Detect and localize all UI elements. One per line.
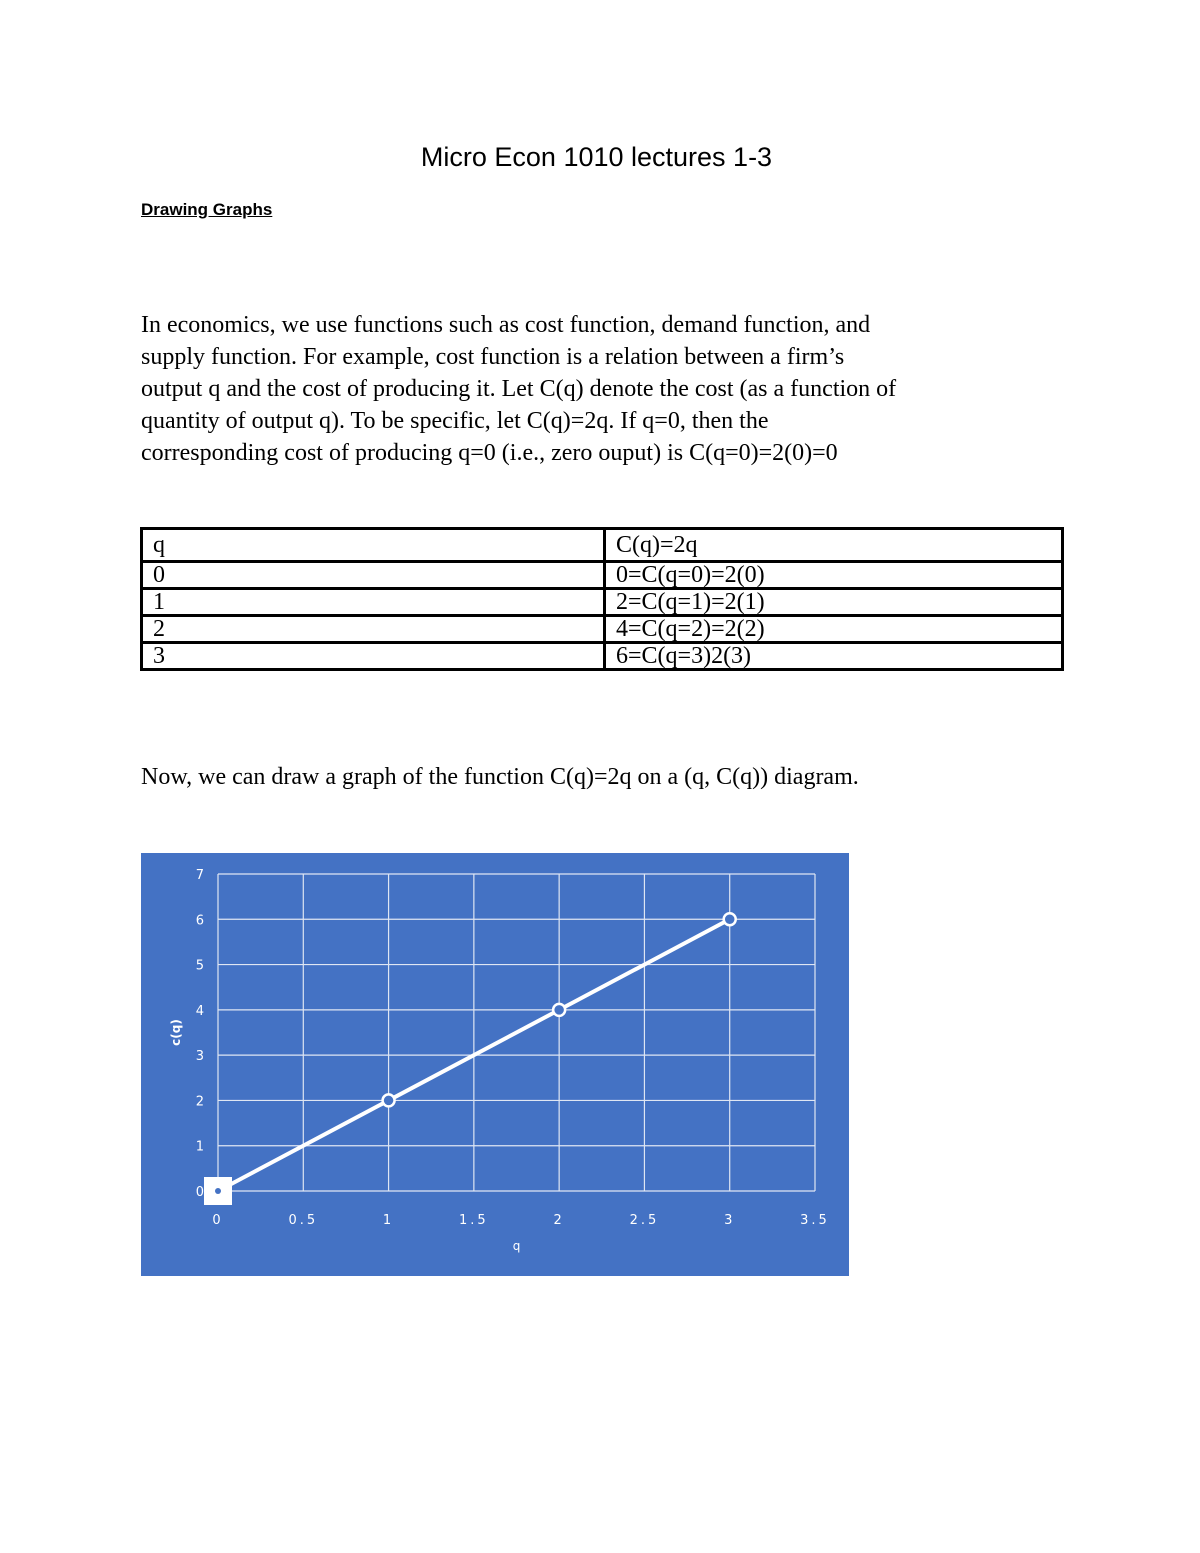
y-tick-label: 6 [195, 913, 204, 929]
section-heading: Drawing Graphs [141, 200, 273, 219]
y-tick-label: 1 [195, 1139, 204, 1155]
table-row [142, 616, 1063, 643]
table-cell-cost: 0=C(q=0)=2(0) [605, 562, 1063, 589]
table-row [142, 589, 1063, 616]
intro-line: supply function. For example, cost function is a relation between a firm’s [141, 344, 845, 370]
x-tick-label: 0 [212, 1213, 224, 1228]
table-cell-cost: 2=C(q=1)=2(1) [605, 589, 1063, 616]
table-header-row [142, 529, 1063, 562]
data-point [724, 913, 736, 925]
intro-paragraph [141, 309, 1041, 469]
document-title: Micro Econ 1010 lectures 1-3 [420, 142, 773, 172]
x-tick-label: 2.5 [629, 1213, 660, 1228]
x-tick-label: 1.5 [459, 1213, 489, 1228]
cost-function-chart[interactable] [141, 853, 849, 1276]
y-tick-label: 4 [195, 1003, 204, 1019]
data-point [215, 1188, 221, 1194]
intro-line: output q and the cost of producing it. Let C(q) denote the cost (as a function of [141, 376, 897, 402]
intro-line: In economics, we use functions such as cost function, demand function, and [141, 312, 871, 338]
intro-line: quantity of output q). To be specific, let C(q)=2q. If q=0, then the [141, 408, 769, 434]
y-tick-label: 5 [195, 958, 204, 974]
table-cell-q: 1 [142, 589, 605, 616]
y-tick-label: 0 [195, 1185, 204, 1200]
intro-line: corresponding cost of producing q=0 (i.e., zero ouput) is C(q=0)=2(0)=0 [141, 440, 838, 466]
x-tick-label: 0.5 [288, 1213, 319, 1228]
table-cell-cost: 4=C(q=2)=2(2) [605, 616, 1063, 643]
table-row [142, 643, 1063, 670]
y-axis-label: c(q) [169, 1019, 183, 1046]
y-tick-label: 7 [195, 868, 204, 883]
x-tick-label: 3 [724, 1213, 736, 1228]
x-tick-label: 3.5 [800, 1213, 830, 1228]
data-point [383, 1094, 395, 1106]
table-cell-q: 0 [142, 562, 605, 589]
graph-intro-text: Now, we can draw a graph of the function C(q)=2q on a (q, C(q)) diagram. [141, 764, 859, 790]
cost-table [140, 527, 1064, 671]
x-tick-label: 2 [553, 1213, 565, 1228]
table-header-q: q [142, 529, 605, 562]
table-row [142, 562, 1063, 589]
x-tick-label: 1 [382, 1213, 395, 1228]
y-tick-label: 3 [195, 1049, 204, 1065]
table-cell-q: 2 [142, 616, 605, 643]
chart-svg [141, 853, 849, 1276]
x-axis-label: q [512, 1239, 521, 1253]
table-cell-cost: 6=C(q=3)2(3) [605, 643, 1063, 670]
data-point [553, 1004, 565, 1016]
table-cell-q: 3 [142, 643, 605, 670]
y-tick-label: 2 [195, 1094, 204, 1110]
table-header-cost: C(q)=2q [605, 529, 1063, 562]
